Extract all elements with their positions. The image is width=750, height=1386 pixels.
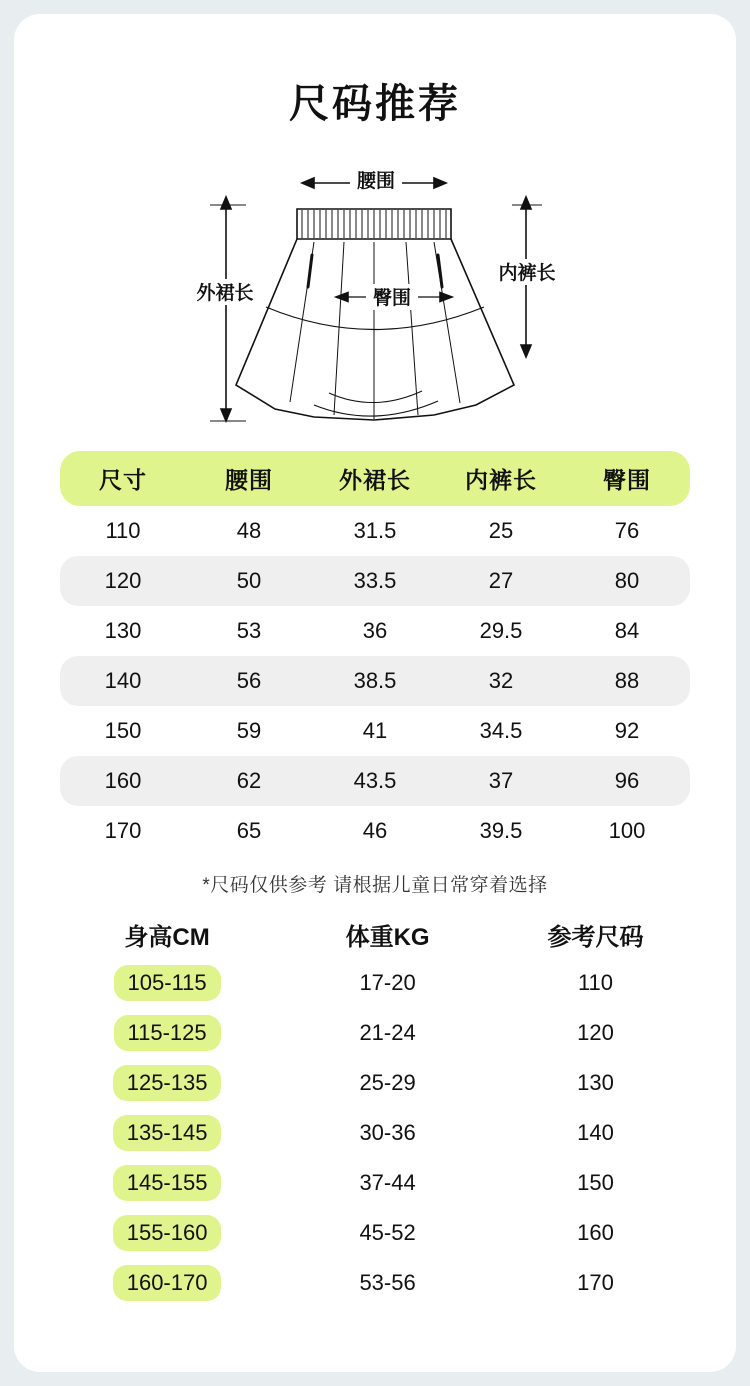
table-row xyxy=(60,656,690,706)
table-row xyxy=(60,806,690,856)
cell-hip: 88 xyxy=(564,656,690,706)
cell-waist: 59 xyxy=(236,718,262,743)
table-row xyxy=(60,756,690,806)
cell-outer-skirt-length: 46 xyxy=(362,818,388,843)
list-item xyxy=(60,1258,690,1308)
diagram-label-hip: 臀围 xyxy=(372,288,412,309)
cell-height xyxy=(60,1065,274,1101)
cell-inner-pants-length: 34.5 xyxy=(479,718,523,743)
cell-waist: 65 xyxy=(236,818,262,843)
cell-size: 160 xyxy=(60,756,186,806)
recommendation-table xyxy=(60,917,690,1308)
column-header-weight: 体重KG xyxy=(345,924,430,951)
height-pill: 145-155 xyxy=(113,1165,222,1201)
table-row xyxy=(60,706,690,756)
cell-size: 140 xyxy=(60,656,186,706)
list-item xyxy=(60,958,690,1008)
diagram-label-waist: 腰围 xyxy=(356,171,396,192)
cell-height xyxy=(60,1215,274,1251)
height-pill: 160-170 xyxy=(113,1265,222,1301)
diagram-label-inner-pants-length: 内裤长 xyxy=(498,263,556,284)
cell-size: 170 xyxy=(104,818,142,843)
column-header-outer-skirt-length: 外裙长 xyxy=(312,451,438,506)
cell-recommended-size: 170 xyxy=(577,1270,614,1295)
cell-hip: 80 xyxy=(564,556,690,606)
cell-hip: 76 xyxy=(614,518,640,543)
height-pill: 125-135 xyxy=(113,1065,222,1101)
height-pill: 115-125 xyxy=(114,1015,221,1051)
cell-inner-pants-length: 37 xyxy=(438,756,564,806)
page-title: 尺码推荐 xyxy=(289,82,461,126)
cell-weight: 25-29 xyxy=(359,1070,416,1095)
cell-outer-skirt-length: 36 xyxy=(362,618,388,643)
cell-waist: 50 xyxy=(186,556,312,606)
cell-weight: 17-20 xyxy=(359,970,416,995)
cell-weight: 53-56 xyxy=(359,1270,416,1295)
cell-hip: 100 xyxy=(608,818,646,843)
cell-recommended-size: 120 xyxy=(577,1020,614,1045)
cell-outer-skirt-length: 33.5 xyxy=(312,556,438,606)
recommendation-header-row xyxy=(60,917,690,958)
column-header-recommended-size: 参考尺码 xyxy=(547,924,644,951)
cell-outer-skirt-length: 41 xyxy=(362,718,388,743)
cell-outer-skirt-length: 38.5 xyxy=(312,656,438,706)
cell-size: 110 xyxy=(105,518,141,543)
cell-recommended-size: 150 xyxy=(577,1170,614,1195)
cell-outer-skirt-length: 43.5 xyxy=(312,756,438,806)
list-item xyxy=(60,1058,690,1108)
cell-weight: 21-24 xyxy=(359,1020,416,1045)
diagram-label-outer-skirt-length: 外裙长 xyxy=(196,283,254,304)
table-row xyxy=(60,606,690,656)
cell-weight: 45-52 xyxy=(359,1220,416,1245)
table-header-row xyxy=(60,451,690,506)
height-pill: 155-160 xyxy=(113,1215,222,1251)
cell-size: 130 xyxy=(104,618,142,643)
cell-recommended-size: 110 xyxy=(577,970,614,995)
cell-waist: 62 xyxy=(186,756,312,806)
cell-weight: 37-44 xyxy=(359,1170,416,1195)
cell-waist: 56 xyxy=(186,656,312,706)
cell-recommended-size: 160 xyxy=(577,1220,614,1245)
cell-height xyxy=(60,1015,274,1051)
cell-waist: 53 xyxy=(236,618,262,643)
height-pill: 135-145 xyxy=(113,1115,222,1151)
size-chart-card xyxy=(14,14,736,1372)
cell-weight: 30-36 xyxy=(359,1120,416,1145)
column-header-hip: 臀围 xyxy=(564,451,690,506)
table-row xyxy=(60,506,690,556)
list-item xyxy=(60,1158,690,1208)
column-header-size: 尺寸 xyxy=(60,451,186,506)
cell-height xyxy=(60,965,274,1001)
size-measurement-table xyxy=(60,451,690,856)
cell-height xyxy=(60,1265,274,1301)
cell-height xyxy=(60,1165,274,1201)
cell-hip: 92 xyxy=(614,718,640,743)
cell-inner-pants-length: 39.5 xyxy=(479,818,523,843)
cell-height xyxy=(60,1115,274,1151)
cell-size: 120 xyxy=(60,556,186,606)
cell-inner-pants-length: 32 xyxy=(438,656,564,706)
cell-inner-pants-length: 29.5 xyxy=(479,618,523,643)
cell-hip: 96 xyxy=(564,756,690,806)
cell-inner-pants-length: 25 xyxy=(488,518,514,543)
column-header-waist: 腰围 xyxy=(186,451,312,506)
cell-recommended-size: 140 xyxy=(577,1120,614,1145)
column-header-height: 身高CM xyxy=(124,924,210,951)
cell-outer-skirt-length: 31.5 xyxy=(353,518,397,543)
height-pill: 105-115 xyxy=(114,965,221,1001)
garment-measurement-diagram xyxy=(14,147,736,437)
cell-recommended-size: 130 xyxy=(577,1070,614,1095)
cell-size: 150 xyxy=(104,718,142,743)
column-header-inner-pants-length: 内裤长 xyxy=(438,451,564,506)
list-item xyxy=(60,1108,690,1158)
cell-hip: 84 xyxy=(614,618,640,643)
cell-waist: 48 xyxy=(236,518,262,543)
size-disclaimer-note: *尺码仅供参考 请根据儿童日常穿着选择 xyxy=(202,875,548,896)
cell-inner-pants-length: 27 xyxy=(438,556,564,606)
list-item xyxy=(60,1008,690,1058)
table-row xyxy=(60,556,690,606)
list-item xyxy=(60,1208,690,1258)
